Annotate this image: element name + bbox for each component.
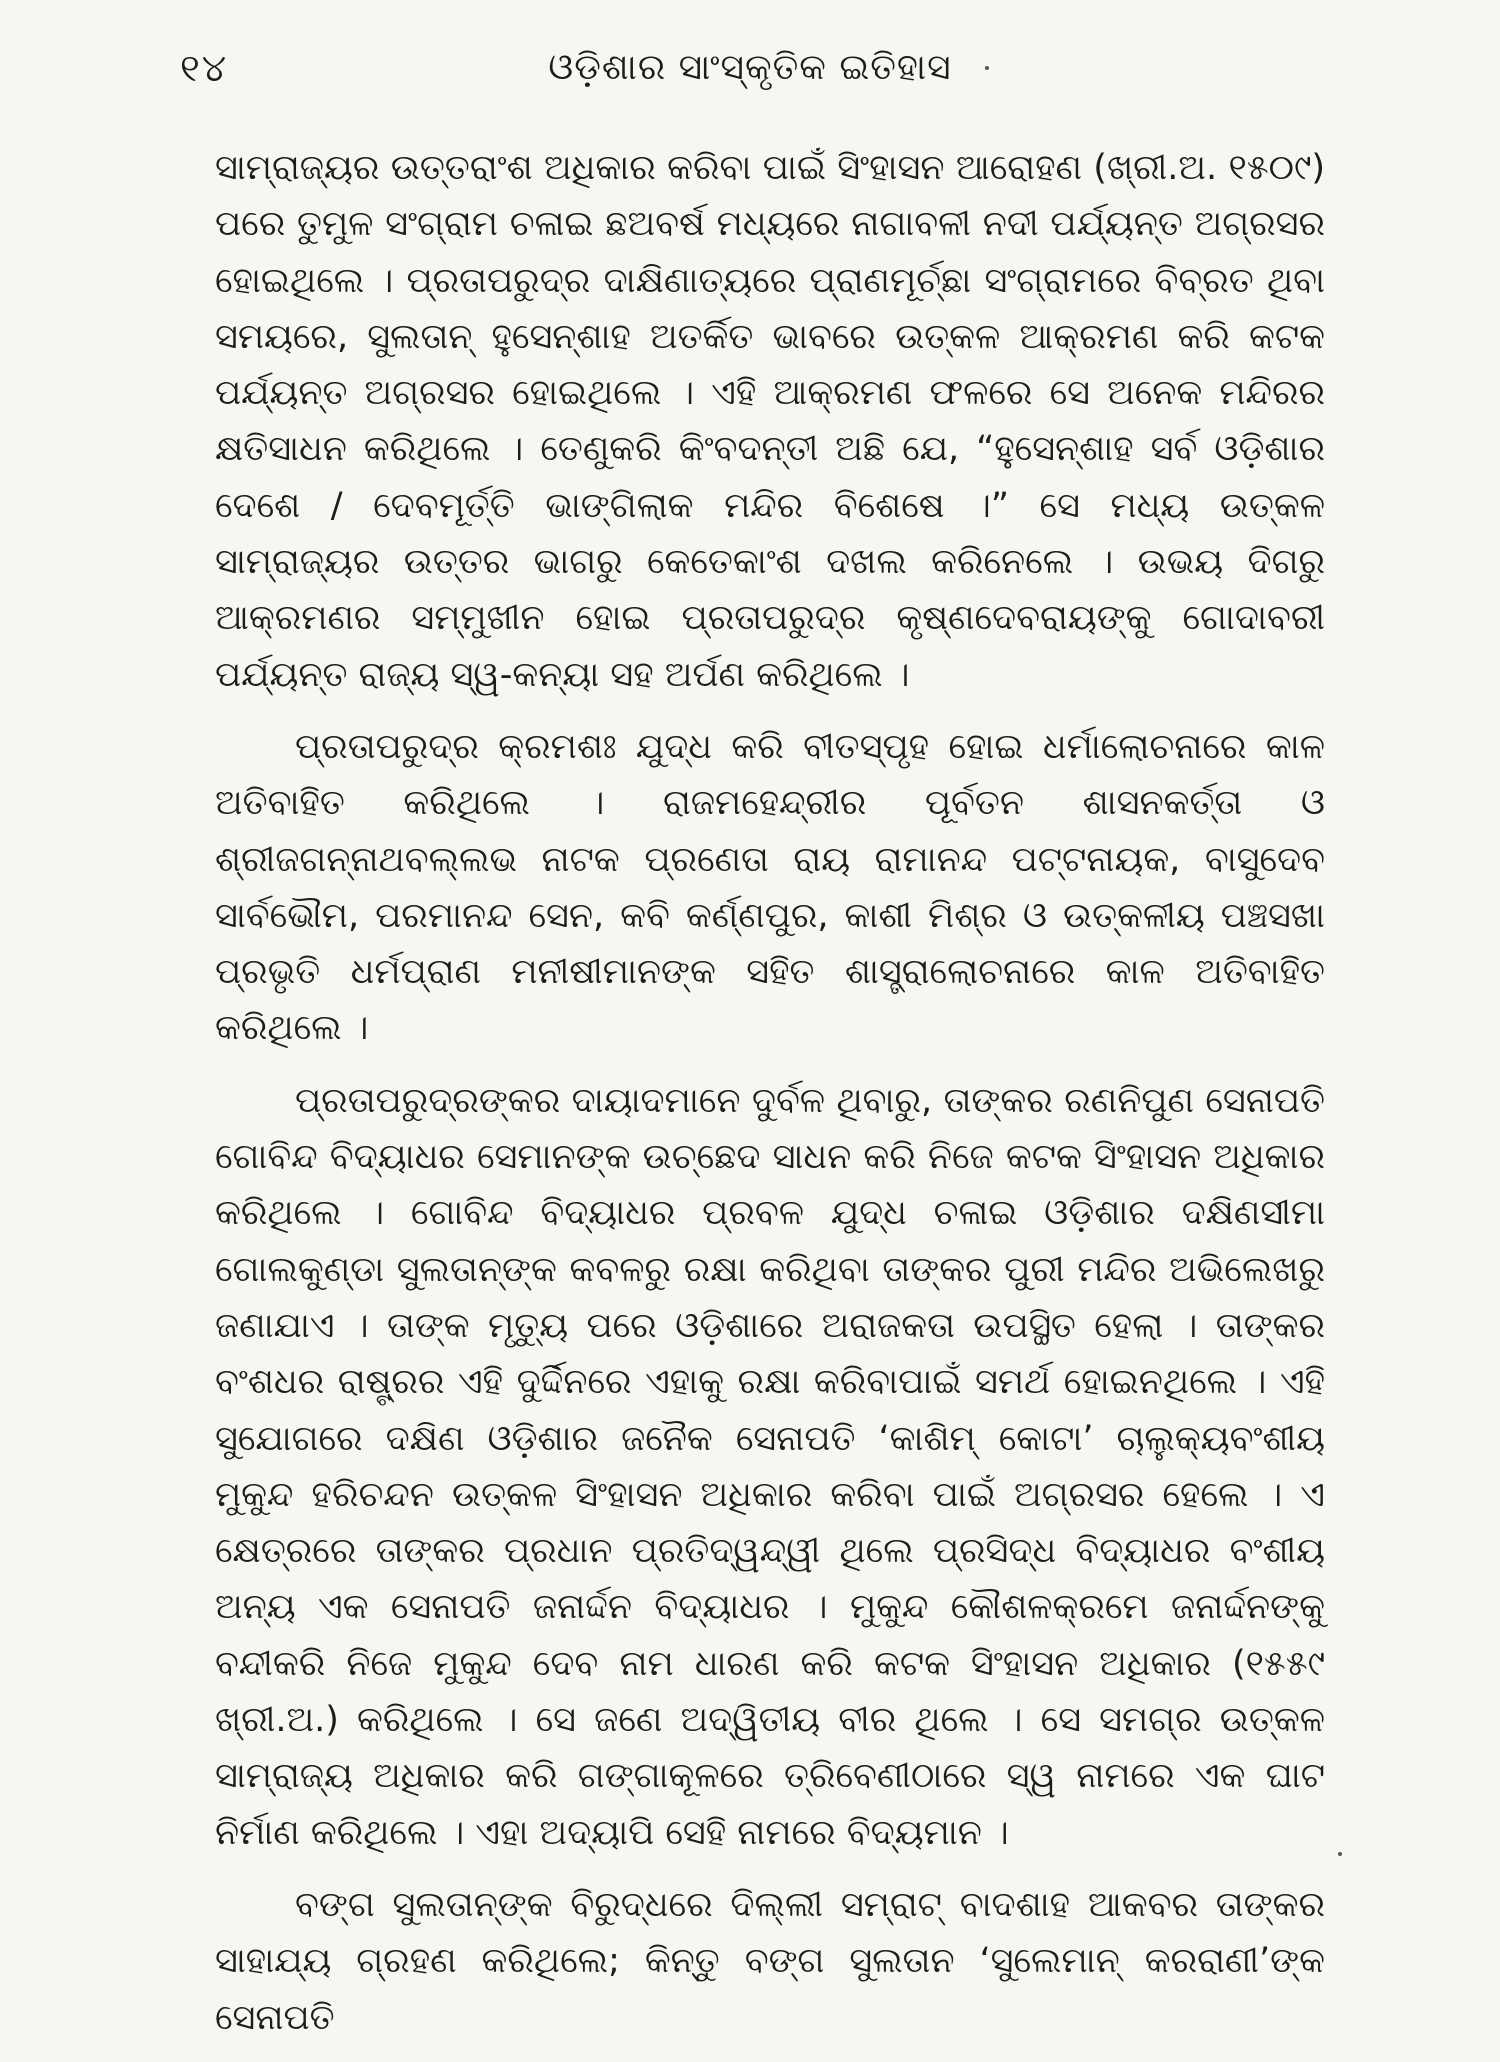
- paragraph: ସାମ୍ରାଜ୍ୟର ଉତ୍ତରାଂଶ ଅଧିକାର କରିବା ପାଇଁ ସିଂହାସନ ଆରୋହଣ (ଖ୍ରୀ.ଅ. ୧୫୦୯) ପରେ ତୁମୁଳ ସଂଗ୍ରାମ ଚଳାଇ ଛଅବର୍ଷ ମଧ୍ୟରେ ନାଗାବଳୀ ନଦୀ ପର୍ଯ୍ୟନ୍ତ ଅଗ୍ରସର ହୋଇଥିଲେ । ପ୍ରତାପରୁଦ୍ର ଦାକ୍ଷିଣାତ୍ୟରେ ପ୍ରାଣମୂର୍ଚ୍ଛା ସଂଗ୍ରାମରେ ବିବ୍ରତ ଥିବା ସମୟରେ, ସୁଲତାନ୍ ହୁସେନ୍‌ଶାହ ଅତର୍କିତ ଭାବରେ ଉତ୍କଳ ଆକ୍ରମଣ କରି କଟକ ପର୍ଯ୍ୟନ୍ତ ଅଗ୍ରସର ହୋଇଥିଲେ । ଏହି ଆକ୍ରମଣ ଫଳରେ ସେ ଅନେକ ମନ୍ଦିରର କ୍ଷତିସାଧନ କରିଥିଲେ । ତେଣୁକରି କିଂବଦନ୍ତୀ ଅଛି ଯେ, “ହୁସେନ୍‌ଶାହ ସର୍ବ ଓଡ଼ିଶାର ଦେଶେ / ଦେବମୂର୍ତ୍ତି ଭାଙ୍ଗିଲାକ ମନ୍ଦିର ବିଶେଷେ ।” ସେ ମଧ୍ୟ ଉତ୍କଳ ସାମ୍ରାଜ୍ୟର ଉତ୍ତର ଭାଗରୁ କେତେକାଂଶ ଦଖଲ କରିନେଲେ । ଉଭୟ ଦିଗରୁ ଆକ୍ରମଣର ସମ୍ମୁଖୀନ ହୋଇ ପ୍ରତାପରୁଦ୍ର କୃଷ୍ଣଦେବରାୟଙ୍କୁ ଗୋଦାବରୀ ପର୍ଯ୍ୟନ୍ତ ରାଜ୍ୟ ସ୍ୱ-କନ୍ୟା ସହ ଅର୍ପଣ କରିଥିଲେ ।: [215, 148, 1325, 695]
- page-number: ୧୪: [180, 46, 229, 90]
- paragraph: ପ୍ରତାପରୁଦ୍ରଙ୍କର ଦାୟାଦମାନେ ଦୁର୍ବଳ ଥିବାରୁ, ତାଙ୍କର ରଣନିପୁଣ ସେନାପତି ଗୋବିନ୍ଦ ବିଦ୍ୟାଧର ସେମାନଙ୍କ ଉଚ୍ଛେଦ ସାଧନ କରି ନିଜେ କଟକ ସିଂହାସନ ଅଧିକାର କରିଥିଲେ । ଗୋବିନ୍ଦ ବିଦ୍ୟାଧର ପ୍ରବଳ ଯୁଦ୍ଧ ଚଳାଇ ଓଡ଼ିଶାର ଦକ୍ଷିଣସୀମା ଗୋଲକୁଣ୍ଡା ସୁଲତାନ୍‌ଙ୍କ କବଳରୁ ରକ୍ଷା କରିଥିବା ତାଙ୍କର ପୁରୀ ମନ୍ଦିର ଅଭିଲେଖରୁ ଜଣାଯାଏ । ତାଙ୍କ ମୃତ୍ୟୁ ପରେ ଓଡ଼ିଶାରେ ଅରାଜକତା ଉପସ୍ଥିତ ହେଲା । ତାଙ୍କର ବଂଶଧର ରାଷ୍ଟ୍ରର ଏହି ଦୁର୍ଦ୍ଦିନରେ ଏହାକୁ ରକ୍ଷା କରିବାପାଇଁ ସମର୍ଥ ହୋଇନଥିଲେ । ଏହି ସୁଯୋଗରେ ଦକ୍ଷିଣ ଓଡ଼ିଶାର ଜନୈକ ସେନାପତି ‘କାଶିମ୍ କୋଟା’ ଚାଲୁକ୍ୟବଂଶୀୟ ମୁକୁନ୍ଦ ହରିଚନ୍ଦନ ଉତ୍କଳ ସିଂହାସନ ଅଧିକାର କରିବା ପାଇଁ ଅଗ୍ରସର ହେଲେ । ଏ କ୍ଷେତ୍ରରେ ତାଙ୍କର ପ୍ରଧାନ ପ୍ରତିଦ୍ୱନ୍ଦ୍ୱୀ ଥିଲେ ପ୍ରସିଦ୍ଧ ବିଦ୍ୟାଧର ବଂଶୀୟ ଅନ୍ୟ ଏକ ସେନାପତି ଜନାର୍ଦ୍ଦନ ବିଦ୍ୟାଧର । ମୁକୁନ୍ଦ କୌଶଳକ୍ରମେ ଜନାର୍ଦ୍ଦନଙ୍କୁ ବନ୍ଦୀକରି ନିଜେ ମୁକୁନ୍ଦ ଦେବ ନାମ ଧାରଣ କରି କଟକ ସିଂହାସନ ଅଧିକାର (୧୫୫୯ ଖ୍ରୀ.ଅ.) କରିଥିଲେ । ସେ ଜଣେ ଅଦ୍ୱିତୀୟ ବୀର ଥିଲେ । ସେ ସମଗ୍ର ଉତ୍କଳ ସାମ୍ରାଜ୍ୟ ଅଧିକାର କରି ଗଙ୍ଗାକୂଳରେ ତ୍ରିବେଣୀଠାରେ ସ୍ୱ ନାମରେ ଏକ ଘାଟ ନିର୍ମାଣ କରିଥିଲେ । ଏହା ଅଦ୍ୟାପି ସେହି ନାମରେ ବିଦ୍ୟମାନ ।: [215, 1080, 1325, 1853]
- running-title: ଓଡ଼ିଶାର ସାଂସ୍କୃତିକ ଇତିହାସ: [548, 47, 952, 88]
- print-speck: [1338, 1852, 1342, 1856]
- paragraph: ପ୍ରତାପରୁଦ୍ର କ୍ରମଶଃ ଯୁଦ୍ଧ କରି ବୀତସ୍ପୃହ ହୋଇ ଧର୍ମାଲୋଚନାରେ କାଳ ଅତିବାହିତ କରିଥିଲେ । ରାଜମହେନ୍ଦ୍ରୀର ପୂର୍ବତନ ଶାସନକର୍ତ୍ତା ଓ ଶ୍ରୀଜଗନ୍ନାଥବଲ୍ଲଭ ନାଟକ ପ୍ରଣେତା ରାୟ ରାମାନନ୍ଦ ପଟ୍ଟନାୟକ, ବାସୁଦେବ ସାର୍ବଭୌମ, ପରମାନନ୍ଦ ସେନ, କବି କର୍ଣ୍ଣପୁର, କାଶୀ ମିଶ୍ର ଓ ଉତ୍କଳୀୟ ପଞ୍ଚସଖା ପ୍ରଭୃତି ଧର୍ମପ୍ରାଣ ମନୀଷୀମାନଙ୍କ ସହିତ ଶାସ୍ତ୍ରାଲୋଚନାରେ କାଳ ଅତିବାହିତ କରିଥିଲେ ।: [215, 726, 1325, 1049]
- paragraph: ବଙ୍ଗ ସୁଲତାନ୍‌ଙ୍କ ବିରୁଦ୍ଧରେ ଦିଲ୍ଲୀ ସମ୍ରାଟ୍ ବାଦଶାହ ଆକବର ତାଙ୍କର ସାହାଯ୍ୟ ଗ୍ରହଣ କରିଥିଲେ; କିନ୍ତୁ ବଙ୍ଗ ସୁଲତାନ ‘ସୁଲେମାନ୍ କରରାଣୀ’ଙ୍କ ସେନାପତି: [215, 1884, 1325, 2038]
- page-header: [180, 38, 1320, 98]
- print-speck: [985, 66, 989, 70]
- body-text: [215, 140, 1325, 2062]
